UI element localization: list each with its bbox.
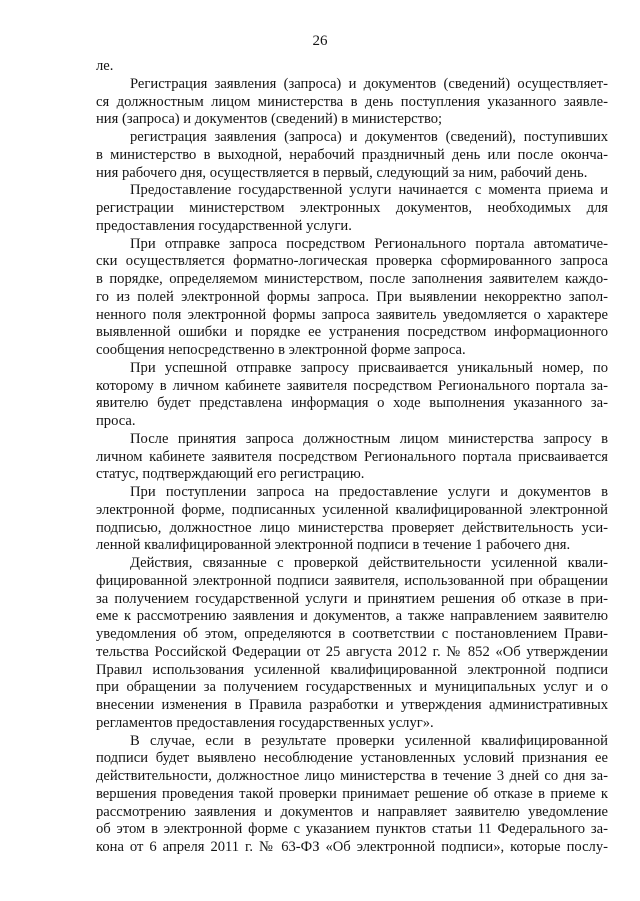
text-line: кона от 6 апреля 2011 г. № 63-ФЗ «Об электронной подписи», которые послу- [96,839,608,855]
text-line: личном кабинете заявителя посредством Регионального портала присваивается [96,448,608,465]
text-line: выявленной ошибки и порядке ее устранения посредством информационного [96,324,608,341]
text-line: в министерство в выходной, нерабочий праздничный день или после оконча- [96,146,608,163]
text-line: го из полей электронной формы запроса. При выявлении некорректно запол- [96,288,608,305]
text-line: тельства Российской Федерации от 25 августа 2012 г. № 852 «Об утверждении [96,643,608,660]
text-line: ся должностным лицом министерства в день поступления указанного заявле- [96,93,608,110]
page-number: 26 [312,33,328,49]
text-line: проса. [96,413,136,429]
text-line: ле. [96,58,114,74]
text-line: Регистрация заявления (запроса) и документов (сведений) осуществляет- [130,75,608,92]
text-line: В случае, если в результате проверки усиленной квалифицированной [130,732,608,749]
text-line: регистрация заявления (запроса) и документов (сведений), поступивших [130,129,608,145]
text-line: еме к рассмотрению заявления и документов, а также направлением заявителю [96,608,608,625]
text-line: за получением государственной услуги и принятием решения об отказе в при- [96,590,608,607]
text-line: При поступлении запроса на предоставление услуги и документов в [130,484,608,500]
document-body [96,58,608,857]
text-line: подписи будет выявлено несоблюдение установленных условий признания ее [96,750,608,767]
text-line: ния (запроса) и документов (сведений) в министерство; [96,111,443,128]
text-line: сообщения непосредственно в электронной форме запроса. [96,342,466,358]
text-line: в порядке, определяемом министерством, после заполнения заявителем каждо- [96,271,608,287]
text-line: ленной квалифицированной электронной подписи в течение 1 рабочего дня. [96,537,571,554]
text-line: ски осуществляется форматно-логическая проверка сформированного запроса [96,253,608,270]
text-line: явителю будет представлена информация о ходе выполнения указанного за- [96,395,608,412]
text-line: Действия, связанные с проверкой действительности усиленной квали- [130,555,608,571]
text-line: При успешной отправке запросу присваивается уникальный номер, по [130,359,608,376]
text-line: предоставления государственной услуги. [96,217,352,234]
text-line: уведомления об этом, определяются в соответствии с постановлением Прави- [96,626,608,642]
text-line: регистрации министерством электронных документов, необходимых для [96,200,608,216]
text-line: ния рабочего дня, осуществляется в первый, следующий за ним, рабочий день. [96,164,588,181]
text-line: фицированной электронной подписи заявителя, использованной при обращении [96,572,608,589]
text-line: при обращении за получением государственных и муниципальных услуг и о [96,679,608,696]
text-line: вершения проведения такой проверки принимает решение об отказе в приеме к [96,785,608,802]
text-line: действительности, должностное лицо министерства в течение 3 дней со дня за- [96,768,608,784]
text-line: При отправке запроса посредством Регионального портала автоматиче- [130,235,608,252]
text-line: подписью, должностное лицо министерства проверяет действительность уси- [96,519,608,536]
text-line: которому в личном кабинете заявителя посредством Регионального портала за- [96,377,608,394]
text-line: электронной форме, подписанных усиленной квалифицированной электронной [96,501,608,518]
text-line: статус, подтверждающий его регистрацию. [96,466,365,483]
text-line: внесении изменения в Правила разработки и утверждения административных [96,697,608,713]
text-line: После принятия запроса должностным лицом министерства запросу в [130,430,608,447]
text-line: ненного поля электронной формы запроса заявитель уведомляется о характере [96,306,608,323]
text-line: об этом в электронной форме с указанием пунктов статьи 11 Федерального за- [96,821,608,838]
text-line: регламентов предоставления государственных услуг». [96,714,434,731]
text-line: Предоставление государственной услуги начинается с момента приема и [130,182,608,199]
text-line: Правил использования усиленной квалифицированной электронной подписи [96,661,608,678]
text-line: рассмотрению заявления и документов и направляет заявителю уведомление [96,803,608,820]
